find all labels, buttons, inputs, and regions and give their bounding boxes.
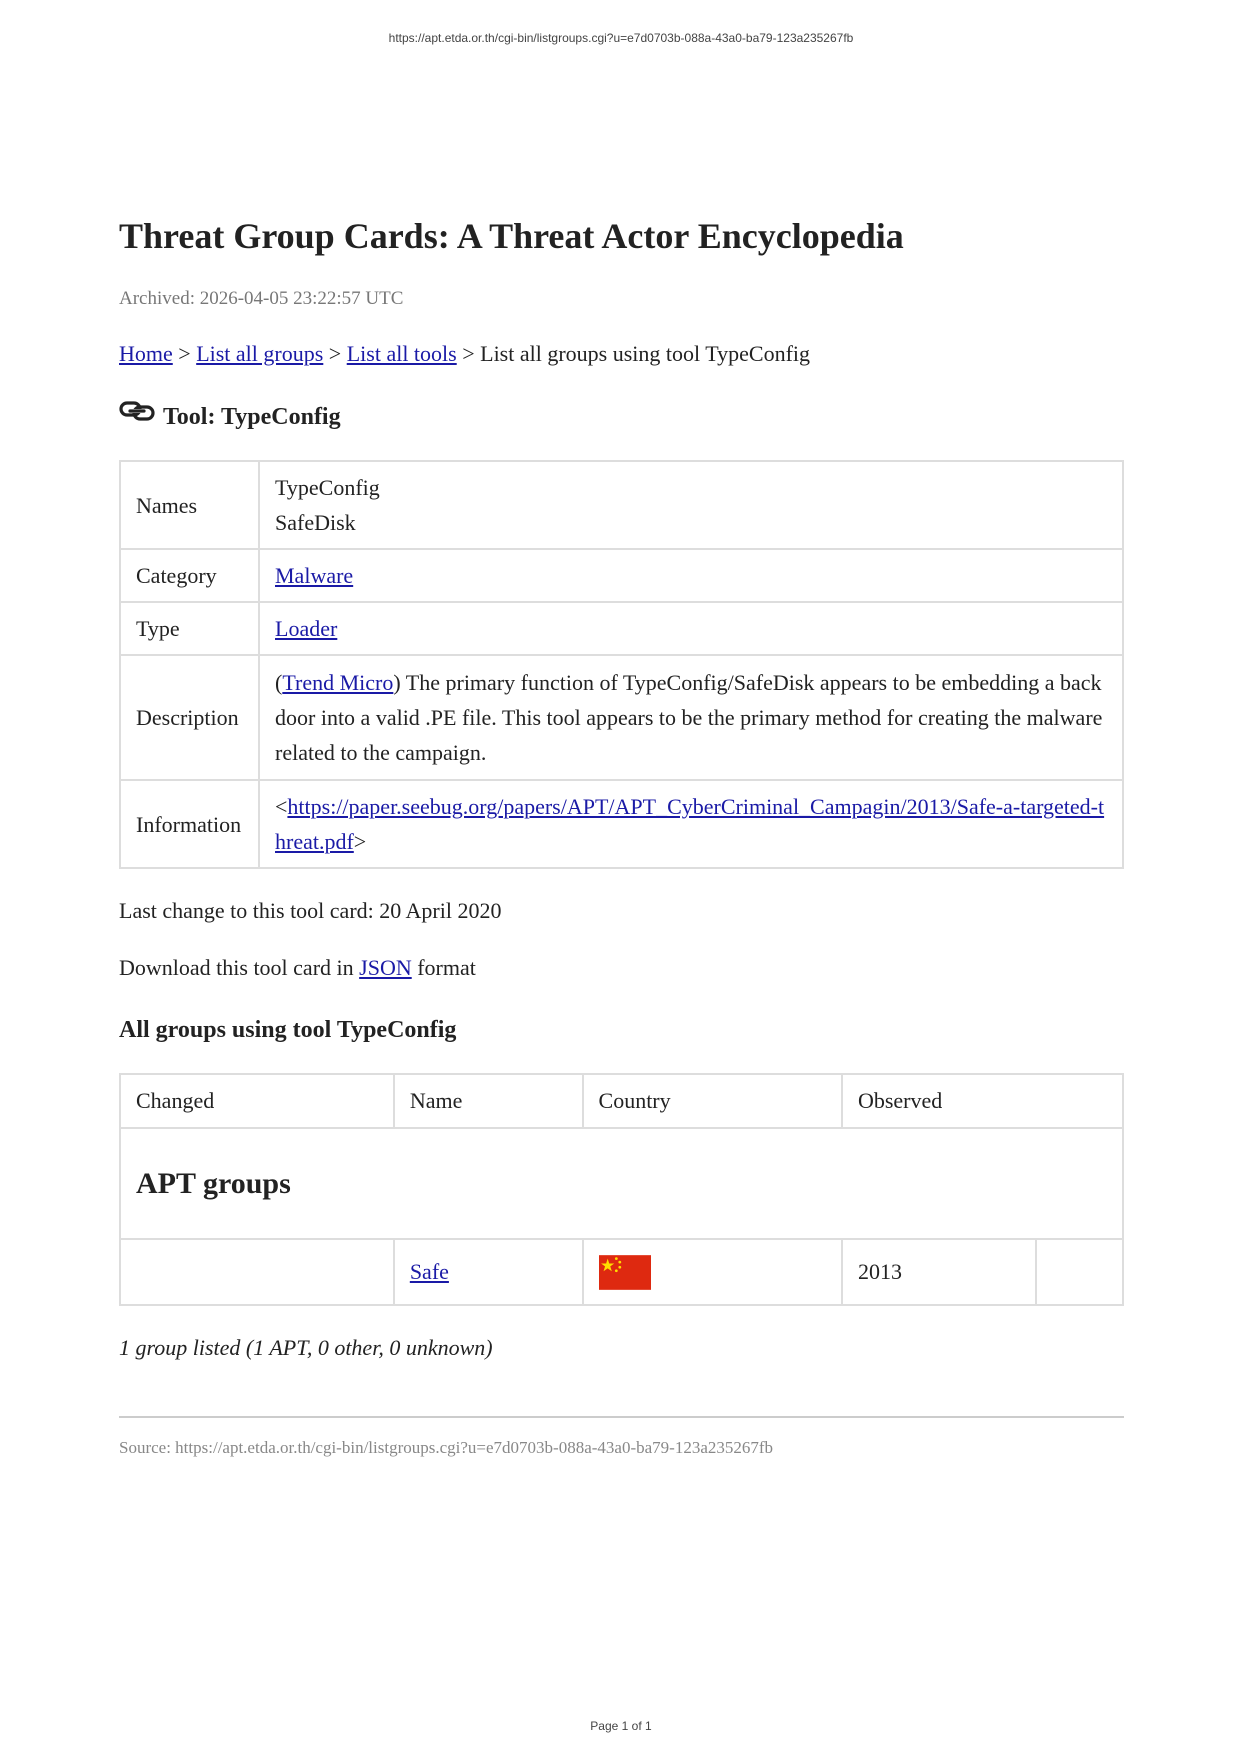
breadcrumb <box>119 339 1124 369</box>
category-label: Category <box>120 549 259 602</box>
page-title: Threat Group Cards: A Threat Actor Encyclopedia <box>119 216 904 256</box>
groups-summary: 1 group listed (1 APT, 0 other, 0 unknown) <box>119 1335 493 1360</box>
section-row <box>120 1128 1123 1239</box>
breadcrumb-current: > List all groups using tool TypeConfig <box>456 341 811 366</box>
type-label: Type <box>120 602 259 655</box>
section-apt-groups: APT groups <box>120 1128 1123 1239</box>
name-item: SafeDisk <box>275 510 356 535</box>
category-value <box>259 549 1123 602</box>
groups-table <box>119 1073 1124 1306</box>
description-label: Description <box>120 655 259 780</box>
table-row <box>120 780 1123 868</box>
table-row <box>120 461 1123 549</box>
download-line <box>119 953 1124 983</box>
breadcrumb-list-tools-link[interactable]: List all tools <box>346 341 457 366</box>
category-link[interactable]: Malware <box>275 563 354 588</box>
name-item: TypeConfig <box>275 475 380 500</box>
json-download-link[interactable]: JSON <box>359 955 412 980</box>
table-header-row <box>120 1074 1123 1128</box>
type-link[interactable]: Loader <box>275 616 338 641</box>
table-row <box>120 1239 1123 1305</box>
column-header-changed[interactable]: Changed <box>120 1074 394 1128</box>
type-value <box>259 602 1123 655</box>
information-close: > <box>353 829 367 854</box>
divider <box>119 1416 1124 1418</box>
breadcrumb-list-groups-link[interactable]: List all groups <box>196 341 324 366</box>
information-open: < <box>275 794 288 819</box>
table-row <box>120 655 1123 780</box>
archived-timestamp: Archived: 2026-04-05 23:22:57 UTC <box>119 288 404 309</box>
name-cell <box>394 1239 583 1305</box>
download-prefix: Download this tool card in <box>119 955 360 980</box>
column-header-name[interactable]: Name <box>394 1074 583 1128</box>
link-icon <box>119 400 155 422</box>
names-label: Names <box>120 461 259 549</box>
groups-heading: All groups using tool TypeConfig <box>119 1017 457 1043</box>
page-number: Page 1 of 1 <box>590 1719 652 1733</box>
breadcrumb-separator: > <box>323 341 347 366</box>
description-text: ) The primary function of TypeConfig/SafeDisk appears to be embedding a backdoor into a valid .PE file. This tool appears to be the primary method for creating the malware related to the campaign. <box>275 670 1103 765</box>
column-header-country[interactable]: Country <box>583 1074 842 1128</box>
print-header-url: https://apt.etda.or.th/cgi-bin/listgroups.cgi?u=e7d0703b-088a-43a0-ba79-123a235267fb <box>388 31 854 45</box>
information-label: Information <box>120 780 259 868</box>
empty-cell <box>1036 1239 1123 1305</box>
description-paren: ( <box>275 670 283 695</box>
information-value <box>259 780 1123 868</box>
main-content <box>119 210 1124 1460</box>
tool-info-table <box>119 460 1124 869</box>
table-row <box>120 549 1123 602</box>
observed-cell: 2013 <box>842 1239 1036 1305</box>
download-suffix: format <box>411 955 476 980</box>
tool-heading <box>119 401 1124 433</box>
description-value <box>259 655 1123 780</box>
country-cell <box>583 1239 842 1305</box>
last-change: Last change to this tool card: 20 April 2020 <box>119 898 502 923</box>
china-flag-icon <box>599 1255 651 1290</box>
description-source-link[interactable]: Trend Micro <box>282 670 394 695</box>
names-value <box>259 461 1123 549</box>
breadcrumb-separator: > <box>172 341 197 366</box>
table-row <box>120 602 1123 655</box>
information-link[interactable]: https://paper.seebug.org/papers/APT/APT_CyberCriminal_Campagin/2013/Safe-a-targeted-threat.pdf <box>275 794 1105 854</box>
column-header-observed[interactable]: Observed <box>842 1074 1123 1128</box>
changed-cell <box>120 1239 394 1305</box>
group-link-safe[interactable]: Safe <box>409 1259 449 1284</box>
breadcrumb-home-link[interactable]: Home <box>119 341 173 366</box>
source-line: Source: https://apt.etda.or.th/cgi-bin/listgroups.cgi?u=e7d0703b-088a-43a0-ba79-123a235267fb <box>119 1438 774 1457</box>
tool-heading-text: Tool: TypeConfig <box>163 404 341 430</box>
